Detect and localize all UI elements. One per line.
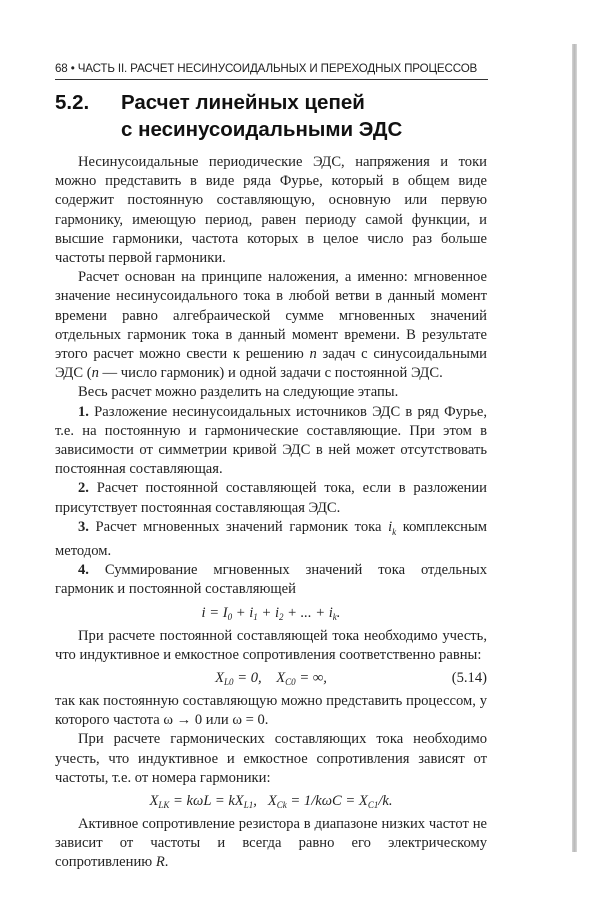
step-2 <box>55 479 487 517</box>
step-text: комплексным методом. <box>55 518 487 559</box>
section-heading <box>55 89 402 143</box>
section-title-line1: Расчет линейных цепей <box>121 91 365 114</box>
step-4 <box>55 561 487 599</box>
step-text: Расчет мгновенных значений гармоник тока <box>88 518 389 535</box>
paragraph <box>55 815 487 873</box>
step-1 <box>55 403 487 480</box>
step-number: 4. <box>78 562 89 579</box>
section-number: 5.2. <box>55 91 90 114</box>
page-number: 68 <box>55 62 68 75</box>
text-run: Активное сопротивление резистора в диапазоне низких частот не зависит от частоты и всегда равно его электрическому сопротивлению <box>55 816 487 871</box>
step-text: Суммирование мгновенных значений тока отдельных гармоник и постоянной составляющей <box>55 562 487 598</box>
text-run: задач с синусоидальными ЭДС ( <box>55 346 487 382</box>
bullet: • <box>70 62 75 75</box>
step-number: 1. <box>78 403 89 420</box>
formula-5-14: $X_{L0} = 0$, $X_{C0}$ = ∞, (5.14) <box>55 667 487 689</box>
paragraph: При расчете гармонических составляющих тока необходимо учесть, что индуктивное и емкостное сопротивления зависят от частоты, т.е. от номера гармоники: <box>55 731 487 786</box>
variable-r: R <box>155 854 165 871</box>
paragraph: так как постоянную составляющую можно представить процессом, у которого частота ω → 0 или ω = 0. <box>55 692 487 729</box>
running-head <box>55 62 487 75</box>
step-number: 3. <box>78 518 89 535</box>
header-rule <box>55 79 488 80</box>
variable-i: i <box>388 518 393 535</box>
running-head-text: ЧАСТЬ II. РАСЧЕТ НЕСИНУСОИДАЛЬНЫХ И ПЕРЕХОДНЫХ ПРОЦЕССОВ <box>77 62 478 75</box>
text-run: Расчет основан на принципе наложения, а именно: мгновенное значение несинусоидального тока в любой ветви в данный момент времени равно алгебраической сумме мгновенных значений отдельных гармоник тока в данный момент времени. В результате этого расчет можно свести к решению <box>55 269 487 363</box>
variable-n: n <box>91 365 99 382</box>
paragraph <box>55 268 487 383</box>
section-title-line2: с несинусоидальными ЭДС <box>121 118 403 141</box>
paragraph: Несинусоидальные периодические ЭДС, напряжения и токи можно представить в виде ряда Фурье, который в общем виде содержит постоянную составляющую, основную или первую гармонику, имеющую период, равен периоду самой функции, и высшие гармоники, частота которых в целое число раз больше частоты первой гармоники. <box>55 154 487 267</box>
subscript-k: k <box>392 526 397 537</box>
body-text <box>55 153 487 873</box>
formula-current-sum: $i = I_0 + i_1 + i_2$ + ... + $i_k$. <box>201 604 341 622</box>
equation-number: (5.14) <box>451 669 487 686</box>
step-3 <box>55 518 487 561</box>
text-run: . <box>164 854 169 871</box>
formula-reactances: $X_{LK} = k\omega L = kX_{L1}$, $X_{Ck} = 1/k\omega C = X_{C1}/k$. <box>149 793 393 810</box>
page-edge-shadow <box>572 44 577 852</box>
step-text: Разложение несинусоидальных источников ЭДС в ряд Фурье, т.е. на постоянную и гармонические составляющие. При этом в зависимости от симметрии кривой ЭДС в ней может отсутствовать постоянная составляющая. <box>55 403 487 478</box>
variable-n: n <box>309 346 317 363</box>
paragraph: При расчете постоянной составляющей тока необходимо учесть, что индуктивное и емкостное сопротивления соответственно равны: <box>55 627 487 663</box>
step-text: Расчет постоянной составляющей тока, если в разложении присутствует постоянная составляющая ЭДС. <box>55 480 487 516</box>
text-run: — число гармоник) и одной задачи с постоянной ЭДС. <box>98 365 443 382</box>
paragraph: Весь расчет можно разделить на следующие этапы. <box>78 384 399 401</box>
step-number: 2. <box>78 480 89 497</box>
